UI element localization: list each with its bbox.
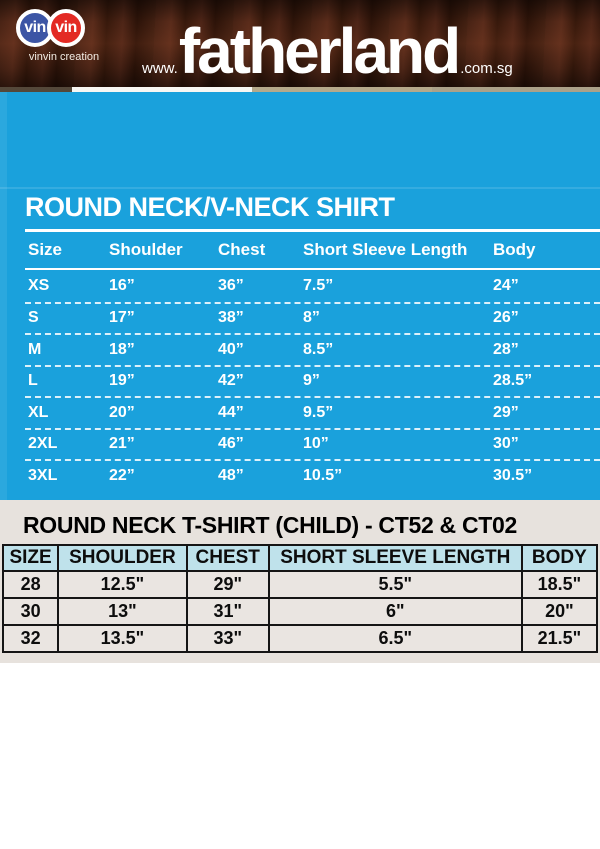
table-cell: 13"	[58, 598, 186, 625]
vinvin-logo	[16, 9, 126, 63]
table-cell: 8”	[303, 309, 320, 327]
logo-circle-blue-label: vin	[24, 19, 46, 36]
adult-table-header-row	[25, 232, 600, 270]
table-row	[25, 270, 600, 302]
table-cell: 9”	[303, 372, 320, 390]
table-cell: 21.5"	[522, 625, 597, 652]
table-cell: 24”	[493, 276, 519, 294]
table-row	[25, 459, 600, 491]
site-banner	[0, 0, 600, 87]
table-row	[25, 302, 600, 334]
table-header-cell: SHORT SLEEVE LENGTH	[269, 545, 522, 571]
table-cell: 5.5"	[269, 571, 522, 598]
table-header-cell: SIZE	[3, 545, 58, 571]
table-cell: 22”	[109, 466, 135, 484]
table-cell: 10”	[303, 435, 329, 453]
table-cell: 30”	[493, 435, 519, 453]
table-cell: 20”	[109, 403, 135, 421]
footer-whitespace	[0, 663, 600, 849]
table-cell: 29"	[187, 571, 269, 598]
table-cell: 9.5”	[303, 403, 334, 421]
child-chart-title: ROUND NECK T-SHIRT (CHILD) - CT52 & CT02	[22, 512, 517, 538]
adult-size-table	[25, 232, 600, 491]
table-cell: 30.5”	[493, 466, 533, 484]
table-cell: 40”	[218, 340, 244, 358]
table-cell: 16”	[109, 276, 135, 294]
child-size-chart-panel	[0, 500, 600, 663]
table-cell: 30	[3, 598, 58, 625]
site-url-suffix: .com.sg	[460, 59, 513, 77]
table-cell: 28.5”	[493, 372, 533, 390]
table-cell: S	[28, 309, 39, 327]
table-cell: 46”	[218, 435, 244, 453]
child-table-header-row	[3, 545, 597, 571]
adult-chart-title: ROUND NECK/V-NECK SHIRT	[25, 192, 395, 222]
table-cell: XS	[28, 276, 50, 294]
child-table-body	[3, 571, 597, 652]
table-cell: 33"	[187, 625, 269, 652]
table-row	[25, 396, 600, 428]
logo-tagline: vinvin creation	[28, 51, 100, 63]
table-cell: 28”	[493, 340, 519, 358]
table-row	[3, 598, 597, 625]
table-cell: 38”	[218, 309, 244, 327]
table-cell: 42”	[218, 372, 244, 390]
table-cell: 28	[3, 571, 58, 598]
table-cell: 17”	[109, 309, 135, 327]
logo-circles	[16, 9, 126, 47]
table-row	[3, 625, 597, 652]
logo-circle-red-label: vin	[55, 19, 77, 36]
child-size-table	[2, 544, 598, 653]
table-cell: 6.5"	[269, 625, 522, 652]
site-url-prefix: www.	[142, 59, 178, 77]
adult-table-body	[25, 270, 600, 491]
table-row	[25, 333, 600, 365]
table-cell: 44”	[218, 403, 244, 421]
table-cell: 36”	[218, 276, 244, 294]
site-name	[142, 14, 513, 87]
site-wordmark: fatherland	[178, 14, 459, 87]
table-cell: 20"	[522, 598, 597, 625]
table-cell: 19”	[109, 372, 135, 390]
logo-circle-red	[47, 9, 85, 47]
table-cell: 10.5”	[303, 466, 343, 484]
table-cell: 12.5"	[58, 571, 186, 598]
panel-sheen-line	[0, 187, 600, 189]
table-cell: 18”	[109, 340, 135, 358]
table-header-cell: Chest	[218, 240, 266, 259]
table-cell: 7.5”	[303, 276, 334, 294]
table-cell: 29”	[493, 403, 519, 421]
adult-size-chart-panel	[0, 92, 600, 500]
table-cell: M	[28, 340, 42, 358]
table-header-cell: Body	[493, 240, 536, 259]
table-header-cell: Short Sleeve Length	[303, 240, 468, 259]
table-cell: 3XL	[28, 466, 58, 484]
table-cell: 18.5"	[522, 571, 597, 598]
table-header-cell: SHOULDER	[58, 545, 186, 571]
table-row	[25, 365, 600, 397]
table-header-cell: Shoulder	[109, 240, 183, 259]
table-cell: L	[28, 372, 38, 390]
table-cell: 26”	[493, 309, 519, 327]
table-cell: 6"	[269, 598, 522, 625]
table-header-cell: BODY	[522, 545, 597, 571]
table-cell: 2XL	[28, 435, 58, 453]
table-cell: 32	[3, 625, 58, 652]
table-cell: 21”	[109, 435, 135, 453]
table-cell: 31"	[187, 598, 269, 625]
table-cell: XL	[28, 403, 49, 421]
table-header-cell: CHEST	[187, 545, 269, 571]
table-cell: 13.5"	[58, 625, 186, 652]
table-header-cell: Size	[28, 240, 63, 259]
table-row	[25, 428, 600, 460]
table-cell: 48”	[218, 466, 244, 484]
table-row	[3, 571, 597, 598]
table-cell: 8.5”	[303, 340, 334, 358]
